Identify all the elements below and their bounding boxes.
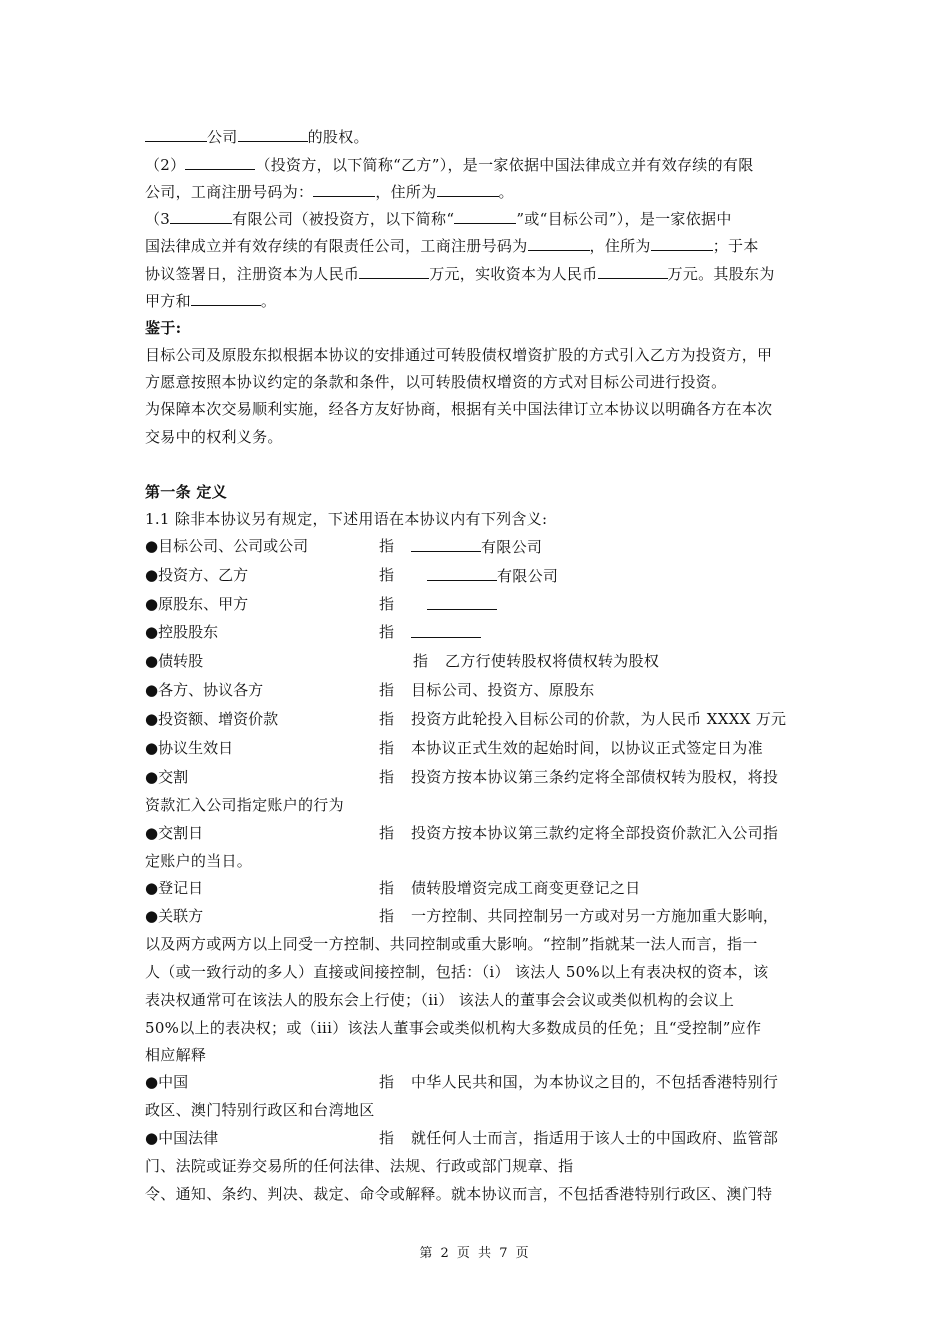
- blank-field: [191, 290, 261, 306]
- definition-continuation: 门、法院或证券交易所的任何法律、法规、行政或部门规章、指: [145, 1157, 574, 1175]
- definition-text: [411, 622, 481, 643]
- definition-term: ●债转股: [145, 652, 204, 670]
- definition-text: 乙方行使转股权将债权转为股权: [445, 652, 660, 670]
- blank-field: [598, 263, 668, 279]
- blank-field: [454, 208, 516, 224]
- intro-line-5: 国法律成立并有效存续的有限责任公司，工商注册号码为 ，住所为 ；于本: [145, 237, 759, 255]
- definition-continuation: 令、通知、条约、判决、裁定、命令或解释。就本协议而言，不包括香港特别行政区、澳门特: [145, 1185, 773, 1203]
- intro-line-1: 公司 的股权。: [145, 126, 369, 147]
- definition-zhi: 指: [379, 595, 395, 613]
- definition-continuation: 50%以上的表决权；或（iii）该法人董事会或类似机构大多数成员的任免；且“受控制”应作: [145, 1019, 762, 1037]
- article-heading: 第一条 定义: [145, 483, 228, 501]
- definition-term: ●协议生效日: [145, 739, 234, 757]
- intro-line-7: 甲方和 。: [145, 292, 277, 310]
- whereas-paragraph-line: 方愿意按照本协议约定的条款和条件，以可转股债权增资的方式对目标公司进行投资。: [145, 373, 727, 391]
- definition-zhi: 指: [379, 824, 395, 842]
- definition-term: ●目标公司、公司或公司: [145, 537, 309, 555]
- definition-term: ●中国法律: [145, 1129, 219, 1147]
- definition-text: [427, 594, 497, 615]
- definition-term: ●投资方、乙方: [145, 566, 249, 584]
- definition-zhi: 指: [379, 1073, 395, 1091]
- definition-term: ●交割: [145, 768, 189, 786]
- definition-term: ●关联方: [145, 907, 204, 925]
- definition-zhi: 指: [379, 1129, 395, 1147]
- definition-continuation: 表决权通常可在该法人的股东会上行使；（ii） 该法人的董事会会议或类似机构的会议上: [145, 991, 735, 1009]
- definition-term: ●原股东、甲方: [145, 595, 249, 613]
- definition-text: 投资方按本协议第三条约定将全部债权转为股权，将投: [411, 768, 779, 786]
- blank-field: [528, 235, 590, 251]
- definition-zhi: 指: [379, 710, 395, 728]
- whereas-heading: 鉴于:: [145, 319, 182, 337]
- definition-text: 就任何人士而言，指适用于该人士的中国政府、监管部: [411, 1129, 779, 1147]
- definition-zhi: 指: [379, 623, 395, 641]
- clause-1-1: 1.1 除非本协议另有规定，下述用语在本协议内有下列含义:: [145, 510, 548, 528]
- blank-field: [427, 565, 497, 581]
- definition-term: ●投资额、增资价款: [145, 710, 279, 728]
- page-footer: 第 2 页 共 7 页: [419, 1246, 531, 1261]
- whereas-paragraph-line: 目标公司及原股东拟根据本协议的安排通过可转股债权增资扩股的方式引入乙方为投资方，甲: [145, 346, 773, 364]
- definition-text: 中华人民共和国，为本协议之目的，不包括香港特别行: [411, 1073, 779, 1091]
- blank-field: [411, 622, 481, 638]
- definition-term: ●控股股东: [145, 623, 219, 641]
- definition-continuation: 相应解释: [145, 1046, 207, 1064]
- definition-text: 一方控制、共同控制另一方或对另一方施加重大影响，: [411, 907, 779, 925]
- definition-zhi: 指: [379, 566, 395, 584]
- blank-field: [185, 154, 255, 170]
- definition-term: ●中国: [145, 1073, 189, 1091]
- blank-field: [411, 536, 481, 552]
- blank-field: [651, 235, 713, 251]
- definition-text: 债转股增资完成工商变更登记之日: [411, 879, 641, 897]
- definition-continuation: 人（或一致行动的多人）直接或间接控制，包括：（i） 该法人 50%以上有表决权的资本，该: [145, 963, 769, 981]
- definition-text: 有限公司: [411, 536, 542, 557]
- blank-field: [238, 126, 308, 142]
- definition-zhi: 指: [379, 537, 395, 555]
- blank-field: [359, 263, 429, 279]
- definition-term: ●各方、协议各方: [145, 681, 264, 699]
- definition-text: 有限公司: [427, 565, 558, 586]
- definition-continuation: 资款汇入公司指定账户的行为: [145, 796, 344, 814]
- blank-field: [313, 181, 375, 197]
- intro-line-3: 公司，工商注册号码为： ，住所为 。: [145, 183, 514, 201]
- definition-zhi: 指: [379, 739, 395, 757]
- intro-line-6: 协议签署日，注册资本为人民币 万元，实收资本为人民币 万元。其股东为: [145, 265, 775, 283]
- definition-term: ●交割日: [145, 824, 204, 842]
- definition-zhi: 指: [379, 907, 395, 925]
- blank-field: [170, 208, 232, 224]
- blank-field: [437, 181, 499, 197]
- definition-zhi: 指: [379, 879, 395, 897]
- definition-zhi: 指: [379, 681, 395, 699]
- intro-line-4: （3 有限公司（被投资方，以下简称“ ”或“目标公司”），是一家依据中: [145, 210, 732, 228]
- whereas-paragraph-line: 交易中的权利义务。: [145, 428, 283, 446]
- definition-zhi: 指: [413, 652, 429, 670]
- definition-text: 目标公司、投资方、原股东: [411, 681, 595, 699]
- definition-continuation: 政区、澳门特别行政区和台湾地区: [145, 1101, 375, 1119]
- definition-text: 本协议正式生效的起始时间，以协议正式签定日为准: [411, 739, 763, 757]
- intro-line-2: （2） （投资方，以下简称“乙方”），是一家依据中国法律成立并有效存续的有限: [145, 156, 754, 174]
- definition-zhi: 指: [379, 768, 395, 786]
- definition-continuation: 以及两方或两方以上同受一方控制、共同控制或重大影响。“控制”指就某一法人而言，指一: [145, 935, 758, 953]
- definition-continuation: 定账户的当日。: [145, 852, 253, 870]
- definition-text: 投资方此轮投入目标公司的价款，为人民币 XXXX 万元: [411, 710, 787, 728]
- whereas-paragraph-line: 为保障本次交易顺利实施，经各方友好协商，根据有关中国法律订立本协议以明确各方在本次: [145, 400, 773, 418]
- blank-field: [427, 594, 497, 610]
- definition-text: 投资方按本协议第三款约定将全部投资价款汇入公司指: [411, 824, 779, 842]
- blank-field: [145, 126, 207, 142]
- definition-term: ●登记日: [145, 879, 204, 897]
